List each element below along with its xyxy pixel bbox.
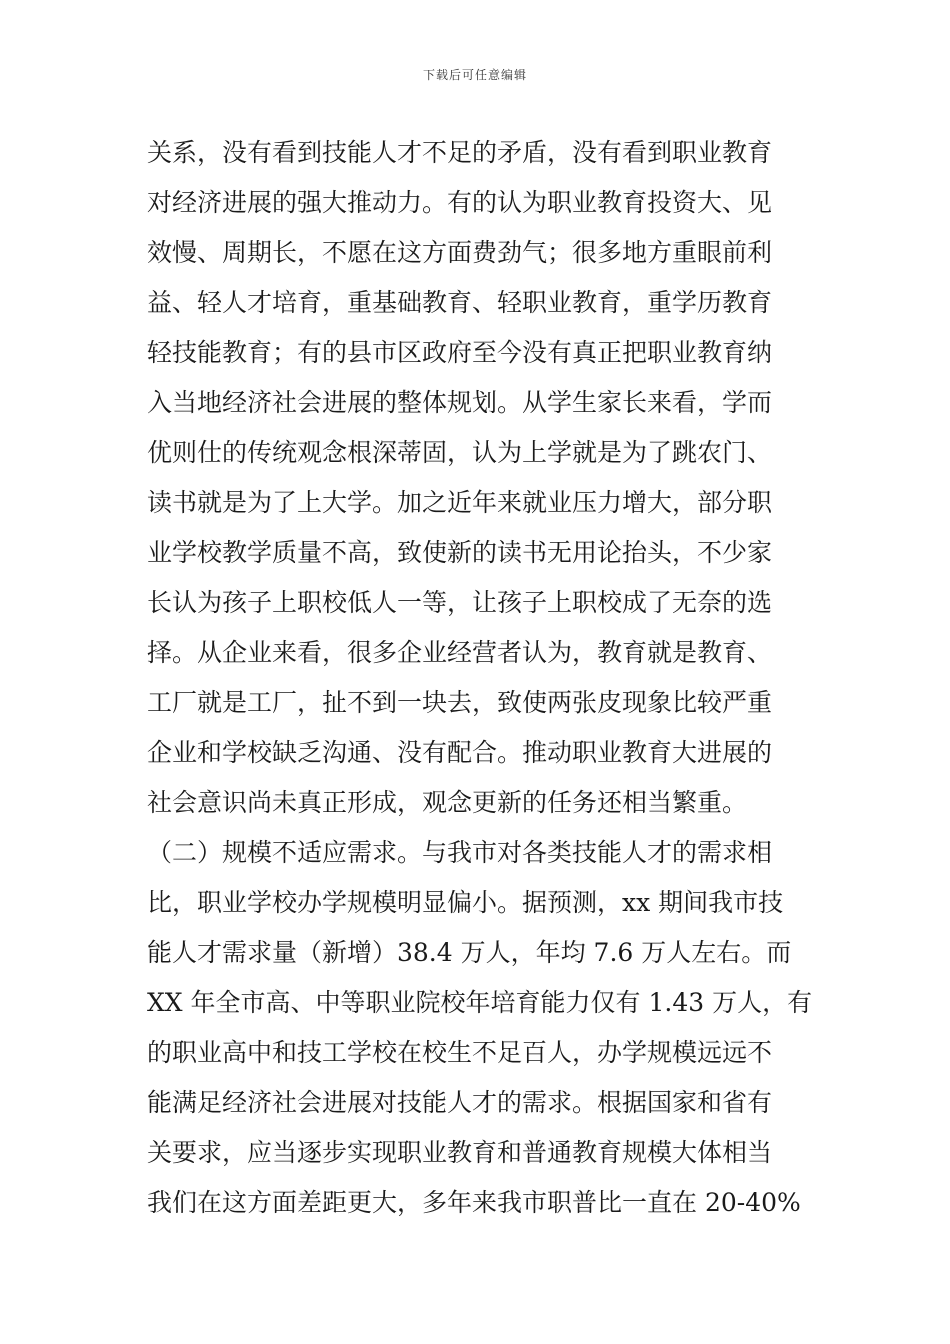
text-line: 优则仕的传统观念根深蒂固，认为上学就是为了跳农门、 [147,438,773,467]
text-line: 益、轻人才培育，重基础教育、轻职业教育，重学历教育 [147,288,773,317]
body-text [147,128,827,1228]
text-line: XX 年全市高、中等职业院校年培育能力仅有 1.43 万人，有 [147,988,813,1017]
text-line: 企业和学校缺乏沟通、没有配合。推动职业教育大进展的 [147,738,773,767]
text-line: 能人才需求量（新增）38.4 万人，年均 7.6 万人左右。而 [147,938,792,967]
text-line: 关系，没有看到技能人才不足的矛盾，没有看到职业教育 [147,138,773,167]
text-line: 能满足经济社会进展对技能人才的需求。根据国家和省有 [147,1088,773,1117]
text-line: 入当地经济社会进展的整体规划。从学生家长来看，学而 [147,388,773,417]
text-line: 对经济进展的强大推动力。有的认为职业教育投资大、见 [147,188,773,217]
text-line: 择。从企业来看，很多企业经营者认为，教育就是教育、 [147,638,773,667]
text-line: 工厂就是工厂，扯不到一块去，致使两张皮现象比较严重 [147,688,773,717]
text-line: 业学校教学质量不高，致使新的读书无用论抬头，不少家 [147,538,773,567]
text-line: 社会意识尚未真正形成，观念更新的任务还相当繁重。 [147,788,748,817]
text-line: 比，职业学校办学规模明显偏小。据预测，xx 期间我市技 [147,888,784,917]
text-line: 的职业高中和技工学校在校生不足百人，办学规模远远不 [147,1038,773,1067]
text-line: 我们在这方面差距更大，多年来我市职普比一直在 20-40% [147,1188,801,1217]
text-line: 长认为孩子上职校低人一等，让孩子上职校成了无奈的选 [147,588,773,617]
page-header: 下载后可任意编辑 [422,68,527,82]
text-line: 关要求，应当逐步实现职业教育和普通教育规模大体相当 [147,1138,773,1167]
text-line: 效慢、周期长，不愿在这方面费劲气；很多地方重眼前利 [147,238,773,267]
text-line: 轻技能教育；有的县市区政府至今没有真正把职业教育纳 [147,338,773,367]
text-line: 读书就是为了上大学。加之近年来就业压力增大，部分职 [147,488,773,517]
text-line: （二）规模不适应需求。与我市对各类技能人才的需求相 [147,838,773,867]
